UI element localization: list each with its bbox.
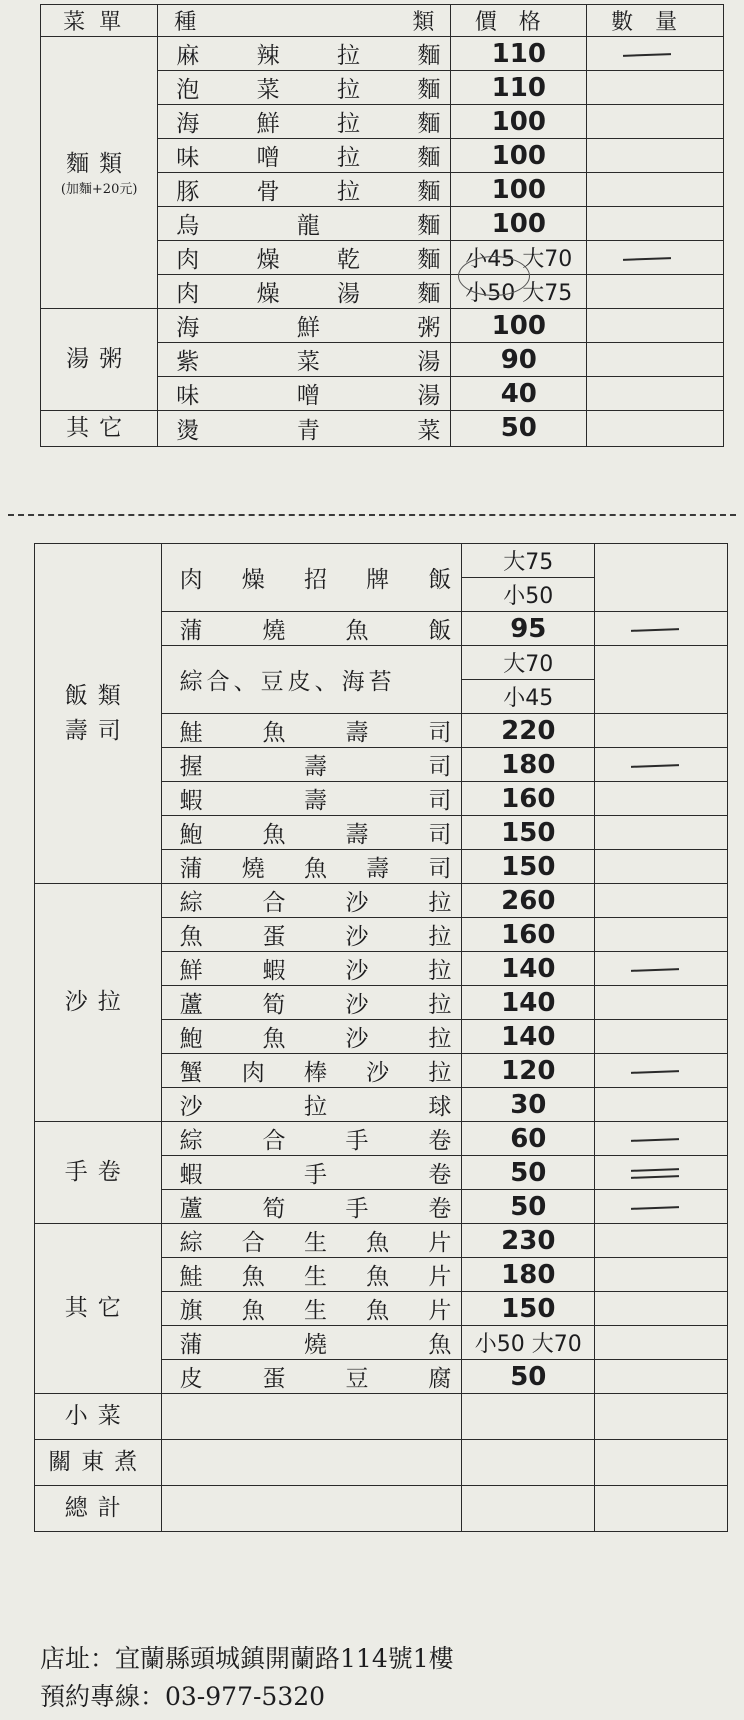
item-name: 麻 辣 拉 麵	[158, 37, 451, 71]
item-price: 140	[462, 952, 595, 986]
qty-tally-mark	[631, 764, 679, 768]
category-label: 其它	[35, 1224, 162, 1394]
category-label: 湯粥	[41, 309, 158, 411]
qty-cell	[595, 1156, 728, 1190]
item-name: 綜 合 沙 拉	[161, 884, 462, 918]
table-row	[41, 411, 724, 447]
qty-cell	[587, 411, 724, 447]
item-price: 140	[462, 1020, 595, 1054]
qty-tally-mark	[631, 628, 679, 632]
item-name: 蝦 手 卷	[161, 1156, 462, 1190]
menu-table-top	[40, 4, 724, 447]
item-name: 皮 蛋 豆 腐	[161, 1360, 462, 1394]
item-price: 小45 大70	[451, 241, 587, 275]
item-name: 蒲 燒 魚	[161, 1326, 462, 1360]
item-name: 鮮 蝦 沙 拉	[161, 952, 462, 986]
qty-cell	[587, 139, 724, 173]
qty-cell	[587, 37, 724, 71]
qty-cell	[595, 1292, 728, 1326]
empty-cell	[595, 1440, 728, 1486]
phone-text: 預約專線：03-977-5320	[40, 1682, 326, 1711]
item-name: 蒲 燒 魚 壽 司	[161, 850, 462, 884]
qty-cell	[595, 612, 728, 646]
qty-tally-mark	[631, 1070, 679, 1074]
empty-cell	[462, 1486, 595, 1532]
item-price: 110	[451, 37, 587, 71]
item-price: 100	[451, 139, 587, 173]
item-name: 味 噌 拉 麵	[158, 139, 451, 173]
item-name: 肉 燥 招 牌 飯	[161, 544, 462, 612]
qty-cell	[587, 173, 724, 207]
item-price: 大75	[462, 544, 595, 578]
qty-cell	[595, 1224, 728, 1258]
table-row	[41, 37, 724, 71]
table-row	[35, 1394, 728, 1440]
item-name: 泡 菜 拉 麵	[158, 71, 451, 105]
empty-cell	[595, 1394, 728, 1440]
table-row	[35, 1440, 728, 1486]
item-name: 蘆 筍 手 卷	[161, 1190, 462, 1224]
qty-cell	[595, 986, 728, 1020]
category-label: 關東煮	[35, 1440, 162, 1486]
qty-cell	[595, 1258, 728, 1292]
item-name: 紫 菜 湯	[158, 343, 451, 377]
item-price: 50	[462, 1156, 595, 1190]
item-name: 豚 骨 拉 麵	[158, 173, 451, 207]
item-name: 鮑 魚 沙 拉	[161, 1020, 462, 1054]
item-name: 握 壽 司	[161, 748, 462, 782]
qty-cell	[595, 544, 728, 612]
table-row	[35, 1122, 728, 1156]
item-name: 沙 拉 球	[161, 1088, 462, 1122]
item-price: 110	[451, 71, 587, 105]
empty-cell	[462, 1394, 595, 1440]
qty-cell	[587, 207, 724, 241]
empty-cell	[161, 1486, 462, 1532]
category-label: 麵類 (加麵+20元)	[41, 37, 158, 309]
item-name: 綜 合 手 卷	[161, 1122, 462, 1156]
qty-cell	[595, 748, 728, 782]
table-row	[41, 309, 724, 343]
qty-cell	[587, 309, 724, 343]
item-price: 90	[451, 343, 587, 377]
empty-cell	[161, 1440, 462, 1486]
qty-cell	[595, 1326, 728, 1360]
item-price: 150	[462, 850, 595, 884]
item-price: 100	[451, 173, 587, 207]
qty-tally-mark	[623, 53, 671, 57]
item-name: 鮑 魚 壽 司	[161, 816, 462, 850]
item-price: 小50	[462, 578, 595, 612]
footer	[40, 1640, 454, 1716]
category-label: 總計	[35, 1486, 162, 1532]
item-price: 260	[462, 884, 595, 918]
category-label: 小菜	[35, 1394, 162, 1440]
item-name: 肉 燥 湯 麵	[158, 275, 451, 309]
header-qty: 數量	[587, 5, 724, 37]
category-label: 飯類 壽司	[35, 544, 162, 884]
item-price: 50	[462, 1360, 595, 1394]
qty-cell	[587, 275, 724, 309]
qty-cell	[595, 1122, 728, 1156]
item-price: 30	[462, 1088, 595, 1122]
item-price: 160	[462, 918, 595, 952]
item-price: 大70	[462, 646, 595, 680]
qty-cell	[595, 1088, 728, 1122]
empty-cell	[161, 1394, 462, 1440]
item-price: 小50 大75	[451, 275, 587, 309]
qty-cell	[595, 1054, 728, 1088]
item-price: 50	[451, 411, 587, 447]
qty-cell	[595, 918, 728, 952]
qty-cell	[587, 71, 724, 105]
qty-cell	[595, 850, 728, 884]
item-name: 鮭 魚 壽 司	[161, 714, 462, 748]
item-price: 95	[462, 612, 595, 646]
qty-tally-mark	[631, 1176, 679, 1180]
qty-cell	[587, 241, 724, 275]
item-price: 50	[462, 1190, 595, 1224]
header-menu: 菜單	[41, 5, 158, 37]
item-price: 60	[462, 1122, 595, 1156]
table-row	[35, 1224, 728, 1258]
item-name: 綜合、豆皮、海苔	[161, 646, 462, 714]
qty-tally-mark	[631, 1206, 679, 1210]
table-row	[35, 884, 728, 918]
dashed-cut-line	[8, 514, 736, 516]
item-name: 海 鮮 粥	[158, 309, 451, 343]
item-name: 蝦 壽 司	[161, 782, 462, 816]
qty-cell	[587, 377, 724, 411]
table-row	[35, 1486, 728, 1532]
item-price: 220	[462, 714, 595, 748]
item-price: 230	[462, 1224, 595, 1258]
item-name: 海 鮮 拉 麵	[158, 105, 451, 139]
item-price: 小45	[462, 680, 595, 714]
category-label: 沙拉	[35, 884, 162, 1122]
qty-cell	[595, 816, 728, 850]
empty-cell	[595, 1486, 728, 1532]
qty-tally-mark	[631, 1168, 679, 1172]
item-price: 100	[451, 309, 587, 343]
item-name: 蘆 筍 沙 拉	[161, 986, 462, 1020]
qty-cell	[595, 884, 728, 918]
item-price: 150	[462, 816, 595, 850]
item-price: 140	[462, 986, 595, 1020]
item-price: 小50 大70	[462, 1326, 595, 1360]
qty-cell	[587, 343, 724, 377]
empty-cell	[462, 1440, 595, 1486]
item-name: 蒲 燒 魚 飯	[161, 612, 462, 646]
item-name: 鮭 魚 生 魚 片	[161, 1258, 462, 1292]
item-name: 綜 合 生 魚 片	[161, 1224, 462, 1258]
item-name: 魚 蛋 沙 拉	[161, 918, 462, 952]
qty-tally-mark	[623, 257, 671, 261]
item-price: 100	[451, 207, 587, 241]
menu-table-bottom	[34, 543, 728, 1532]
header-price: 價格	[451, 5, 587, 37]
item-name: 蟹 肉 棒 沙 拉	[161, 1054, 462, 1088]
qty-cell	[587, 105, 724, 139]
address-text: 店址：宜蘭縣頭城鎮開蘭路114號1樓	[40, 1644, 454, 1673]
qty-cell	[595, 1190, 728, 1224]
item-price: 160	[462, 782, 595, 816]
qty-cell	[595, 782, 728, 816]
item-price: 40	[451, 377, 587, 411]
category-label: 手卷	[35, 1122, 162, 1224]
qty-cell	[595, 714, 728, 748]
qty-cell	[595, 952, 728, 986]
item-name: 旗 魚 生 魚 片	[161, 1292, 462, 1326]
item-price: 180	[462, 748, 595, 782]
item-name: 燙 青 菜	[158, 411, 451, 447]
handwritten-circle	[458, 256, 530, 296]
qty-cell	[595, 1020, 728, 1054]
qty-cell	[595, 1360, 728, 1394]
table-row	[35, 544, 728, 578]
item-price: 180	[462, 1258, 595, 1292]
qty-tally-mark	[631, 968, 679, 972]
header-type: 種 類	[158, 5, 451, 37]
category-label: 其它	[41, 411, 158, 447]
item-name: 味 噌 湯	[158, 377, 451, 411]
qty-cell	[595, 646, 728, 714]
item-name: 烏 龍 麵	[158, 207, 451, 241]
item-price: 150	[462, 1292, 595, 1326]
item-price: 120	[462, 1054, 595, 1088]
qty-tally-mark	[631, 1138, 679, 1142]
item-price: 100	[451, 105, 587, 139]
item-name: 肉 燥 乾 麵	[158, 241, 451, 275]
